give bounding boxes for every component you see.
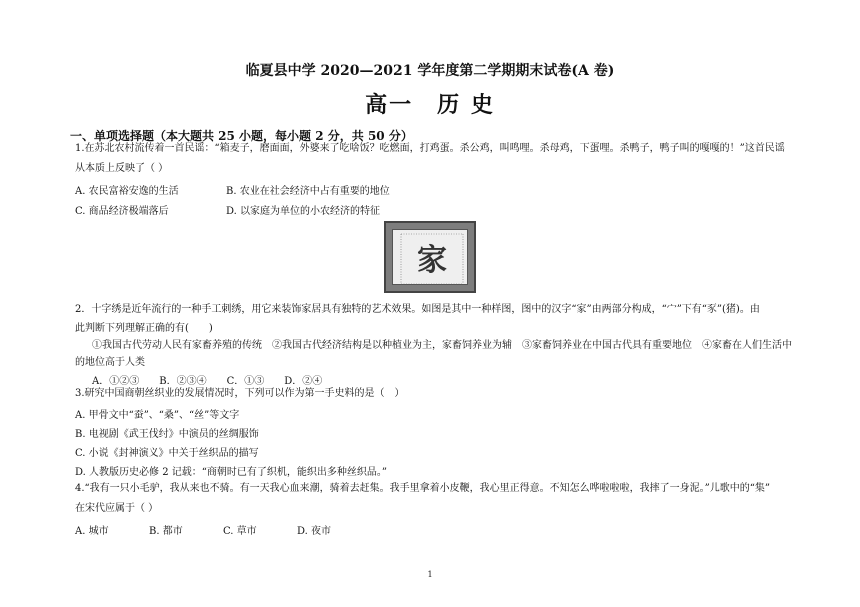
q2-statements-line2: 的地位高于人类: [75, 357, 145, 368]
jia-glyph: 家: [417, 243, 447, 278]
q2-stem-line1: 2．十字绣是近年流行的一种手工刺绣，用它来装饰家居具有独特的艺术效果。如图是其中一种样图，图中的汉字“家”由两部分构成，“宀”下有“豕”(猪)。由: [75, 304, 760, 315]
q2-options: A．①②③ B．②③④ C．①③ D．②④: [92, 376, 323, 387]
q4-stem-line2: 在宋代应属于（ ）: [75, 503, 159, 514]
q1-stem-line2: 从本质上反映了（ ）: [75, 163, 169, 174]
q3-option-d: D. 人教版历史必修 2 记载：“商朝时已有了织机，能织出多种丝织品。”: [75, 467, 387, 478]
cross-stitch-figure: [384, 221, 476, 293]
page-number: 1: [427, 570, 433, 579]
q1-option-c: C. 商品经济极端落后: [75, 206, 169, 217]
school-exam-title: 临夏县中学 2020—2021 学年度第二学期期末试卷(A 卷): [245, 63, 615, 79]
q4-option-d: D. 夜市: [297, 526, 332, 537]
figure-canvas: [392, 229, 468, 285]
q3-option-c: C. 小说《封神演义》中关于丝织品的描写: [75, 448, 259, 459]
q4-stem-line1: 4.“我有一只小毛驴，我从来也不骑。有一天我心血来潮，骑着去赶集。我手里拿着小皮鞭，我心里正得意。不知怎么哗啦啦啦，我摔了一身泥。”儿歌中的“集”: [75, 483, 770, 494]
q4-option-b: B. 都市: [149, 526, 183, 537]
q1-option-a: A. 农民富裕安逸的生活: [75, 186, 179, 197]
q4-option-c: C. 草市: [223, 526, 257, 537]
q3-option-a: A. 甲骨文中“蚕”、“桑”、“丝”等文字: [75, 410, 240, 421]
q4-option-a: A. 城市: [75, 526, 109, 537]
q2-statements-line1: ①我国古代劳动人民有家畜养殖的传统 ②我国古代经济结构是以种植业为主，家畜饲养业为辅 ③家畜饲养业在中国古代具有重要地位 ④家畜在人们生活中: [92, 340, 792, 351]
q3-stem: 3.研究中国商朝丝织业的发展情况时，下列可以作为第一手史料的是（ ）: [75, 388, 405, 399]
jia-character-pattern: [393, 230, 471, 288]
q1-option-d: D. 以家庭为单位的小农经济的特征: [226, 206, 381, 217]
subject-title: 高一 历 史: [365, 92, 495, 118]
q3-option-b: B. 电视剧《武王伐纣》中演员的丝绸服饰: [75, 429, 259, 440]
q1-stem-line1: 1.在苏北农村流传着一首民谣：“箱麦子，磨面面，外婆来了吃啥饭？吃燃面，打鸡蛋。杀公鸡，叫鸣哩。杀母鸡，下蛋哩。杀鸭子，鸭子叫的嘎嘎的！”这首民谣: [75, 143, 785, 154]
section-heading: 一、单项选择题（本大题共 25 小题，每小题 2 分，共 50 分）: [70, 129, 413, 143]
q2-stem-line2: 此判断下列理解正确的有( ): [75, 323, 213, 334]
q1-option-b: B. 农业在社会经济中占有重要的地位: [226, 186, 390, 197]
